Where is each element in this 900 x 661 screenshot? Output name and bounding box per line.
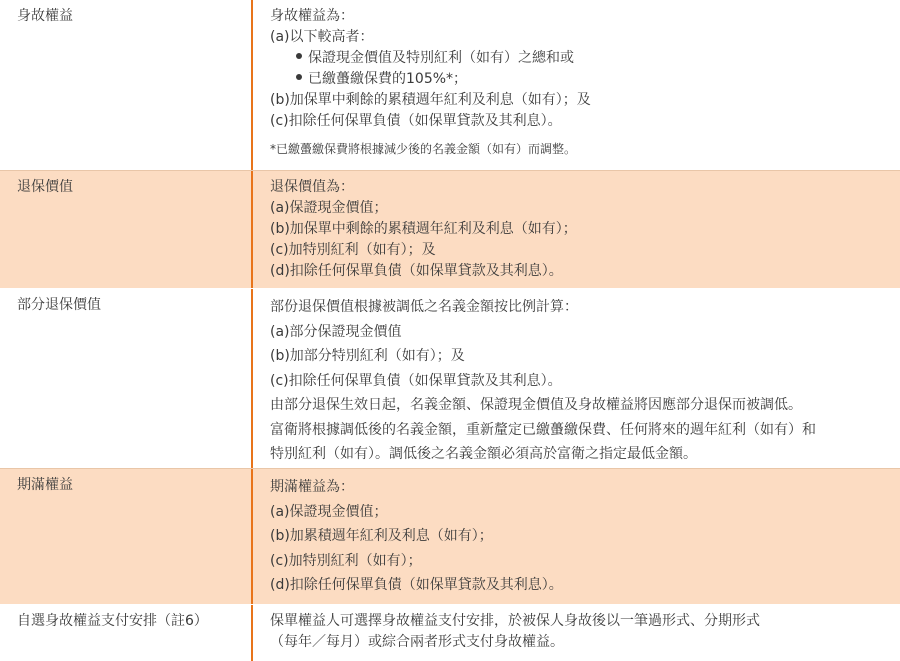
row-content xyxy=(253,605,900,661)
paragraph-line: 富衛將根據調低後的名義金額，重新釐定已繳蠆繳保費、任何將來的週年紅利（如有）和 xyxy=(270,421,816,438)
table-row-partial-surrender xyxy=(0,289,900,469)
content-line: (d)扣除任何保單負債（如保單貸款及其利息）。 xyxy=(270,263,563,279)
content-line: （每年／每月）或綜合兩者形式支付身故權益。 xyxy=(270,634,564,650)
content-line: 退保價值為： xyxy=(270,179,354,195)
bullet-text: 已繳蠆繳保費的105%*； xyxy=(308,71,468,87)
row-content xyxy=(253,469,900,604)
paragraph-line: 由部分退保生效日起，名義金額、保證現金價值及身故權益將因應部分退保而被調低。 xyxy=(270,397,802,413)
table-row-death-benefit xyxy=(0,0,900,171)
bullet-text: 保證現金價值及特別紅利（如有）之總和或 xyxy=(308,50,574,66)
content-line: (c)扣除任何保單負債（如保單貸款及其利息）。 xyxy=(270,113,562,129)
row-label: 部分退保價值 xyxy=(0,289,253,468)
footnote: *已繳蠆繳保費將根據減少後的名義金額（如有）而調整。 xyxy=(270,142,577,156)
table-row-settlement-option xyxy=(0,605,900,661)
content-line: (b)加部分特別紅利（如有）；及 xyxy=(270,348,465,364)
bullet-item xyxy=(270,48,892,69)
row-label: 退保價值 xyxy=(0,171,253,288)
content-line: (c)加特別紅利（如有）；及 xyxy=(270,242,436,258)
content-line: (c)加特別紅利（如有）； xyxy=(270,552,422,569)
bullet-icon xyxy=(296,74,302,80)
content-line: (b)加保單中剩餘的累積週年紅利及利息（如有）； xyxy=(270,221,577,237)
content-line: (a)保證現金價值； xyxy=(270,503,388,520)
row-content xyxy=(253,289,900,468)
table-row-maturity-benefit xyxy=(0,469,900,605)
row-content xyxy=(253,171,900,288)
content-line: (b)加累積週年紅利及利息（如有）； xyxy=(270,528,493,544)
content-line: 部份退保價值根據被調低之名義金額按比例計算： xyxy=(270,299,578,315)
content-line: (c)扣除任何保單負債（如保單貸款及其利息）。 xyxy=(270,372,562,389)
bullet-item xyxy=(270,69,892,90)
content-line: (a)部分保證現金價值 xyxy=(270,323,402,340)
content-line: 期滿權益為： xyxy=(270,479,354,495)
content-line: 保單權益人可選擇身故權益支付安排，於被保人身故後以一筆過形式、分期形式 xyxy=(270,613,760,629)
content-line: (a)以下較高者： xyxy=(270,29,374,45)
row-label: 身故權益 xyxy=(0,0,253,170)
row-label: 期滿權益 xyxy=(0,469,253,604)
content-line: (a)保證現金價值； xyxy=(270,200,388,216)
content-line: (d)扣除任何保單負債（如保單貸款及其利息）。 xyxy=(270,577,563,593)
table-row-surrender-value xyxy=(0,171,900,289)
content-line: (b)加保單中剩餘的累積週年紅利及利息（如有）；及 xyxy=(270,92,591,108)
content-line: 身故權益為： xyxy=(270,8,354,24)
row-label: 自選身故權益支付安排（註6） xyxy=(0,605,253,661)
bullet-icon xyxy=(296,53,302,59)
row-content xyxy=(253,0,900,170)
paragraph-line: 特別紅利（如有）。調低後之名義金額必須高於富衛之指定最低金額。 xyxy=(270,446,697,462)
